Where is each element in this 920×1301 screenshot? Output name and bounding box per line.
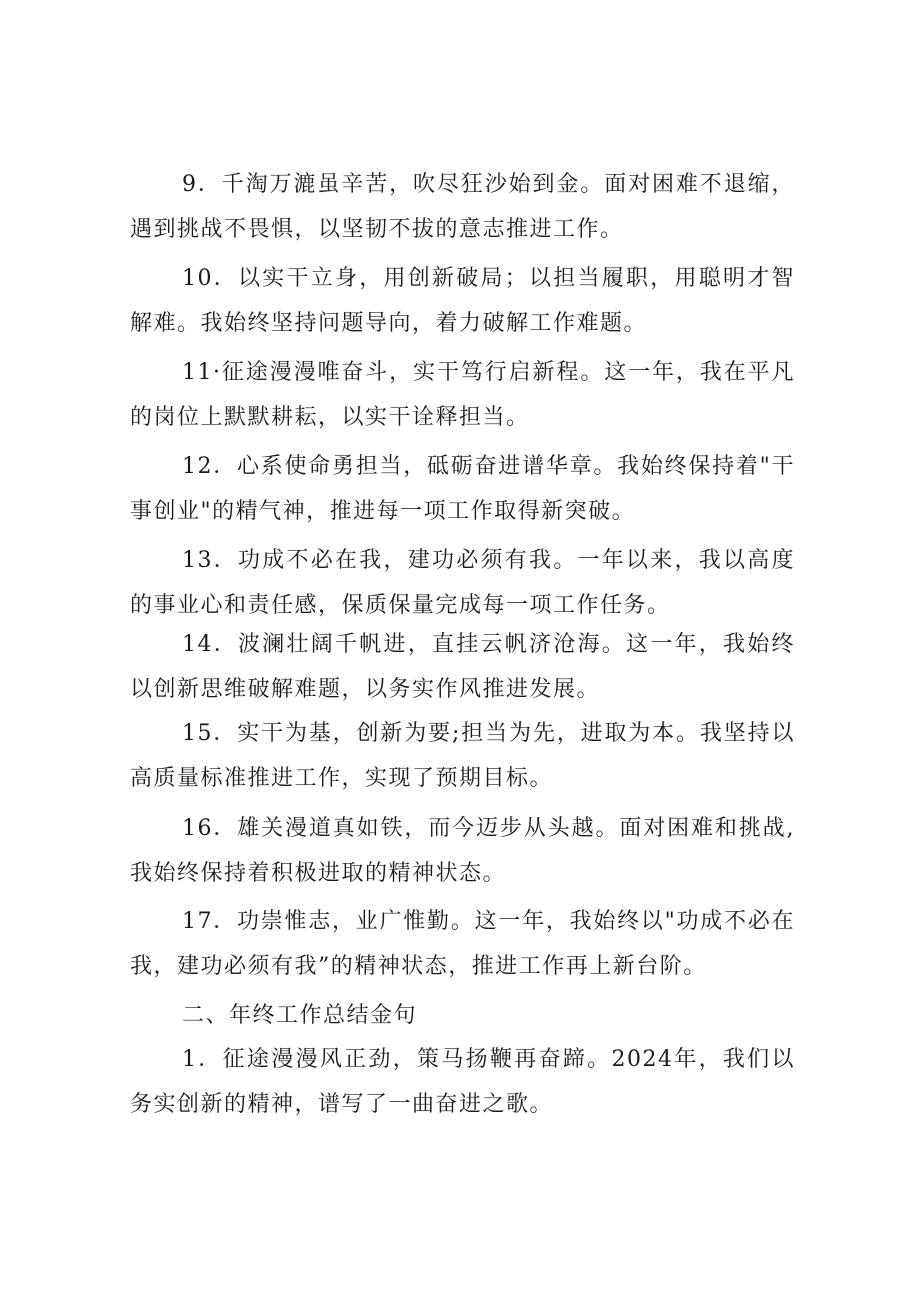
paragraph-item-9: 9．千淘万漉虽辛苦，吹尽狂沙始到金。面对困难不退缩，遇到挑战不畏惧，以坚韧不拔的意志推进工作。 bbox=[130, 172, 795, 242]
section-paragraph-item-1: 1．征途漫漫风正劲，策马扬鞭再奋蹄。2024年，我们以务实创新的精神，谱写了一曲奋进之歌。 bbox=[130, 1047, 795, 1117]
paragraph-item-10: 10．以实干立身，用创新破局；以担当履职，用聪明才智解难。我始终坚持问题导向，着力破解工作难题。 bbox=[130, 266, 795, 336]
section-heading: 二、年终工作总结金句 bbox=[182, 1003, 418, 1028]
paragraph-item-11: 11·征途漫漫唯奋斗，实干笃行启新程。这一年，我在平凡的岗位上默默耕耘，以实干诠释担当。 bbox=[130, 360, 795, 430]
paragraph-item-16: 16．雄关漫道真如铁，而今迈步从头越。面对困难和挑战,我始终保持着积极进取的精神状态。 bbox=[130, 816, 795, 886]
paragraph-item-13: 13．功成不必在我，建功必须有我。一年以来，我以高度的事业心和责任感，保质保量完成每一项工作任务。 bbox=[130, 548, 795, 618]
paragraph-item-15: 15．实干为基，创新为要;担当为先，进取为本。我坚持以高质量标准推进工作，实现了预期目标。 bbox=[130, 721, 795, 791]
paragraph-item-14: 14．波澜壮阔千帆进，直挂云帆济沧海。这一年，我始终以创新思维破解难题，以务实作风推进发展。 bbox=[130, 632, 795, 702]
paragraph-item-17: 17．功崇惟志，业广惟勤。这一年，我始终以"功成不必在我，建功必须有我”的精神状态，推进工作再上新台阶。 bbox=[130, 909, 795, 979]
paragraph-item-12: 12．心系使命勇担当，砥砺奋进谱华章。我始终保持着"干事创业"的精气神，推进每一项工作取得新突破。 bbox=[130, 454, 795, 524]
